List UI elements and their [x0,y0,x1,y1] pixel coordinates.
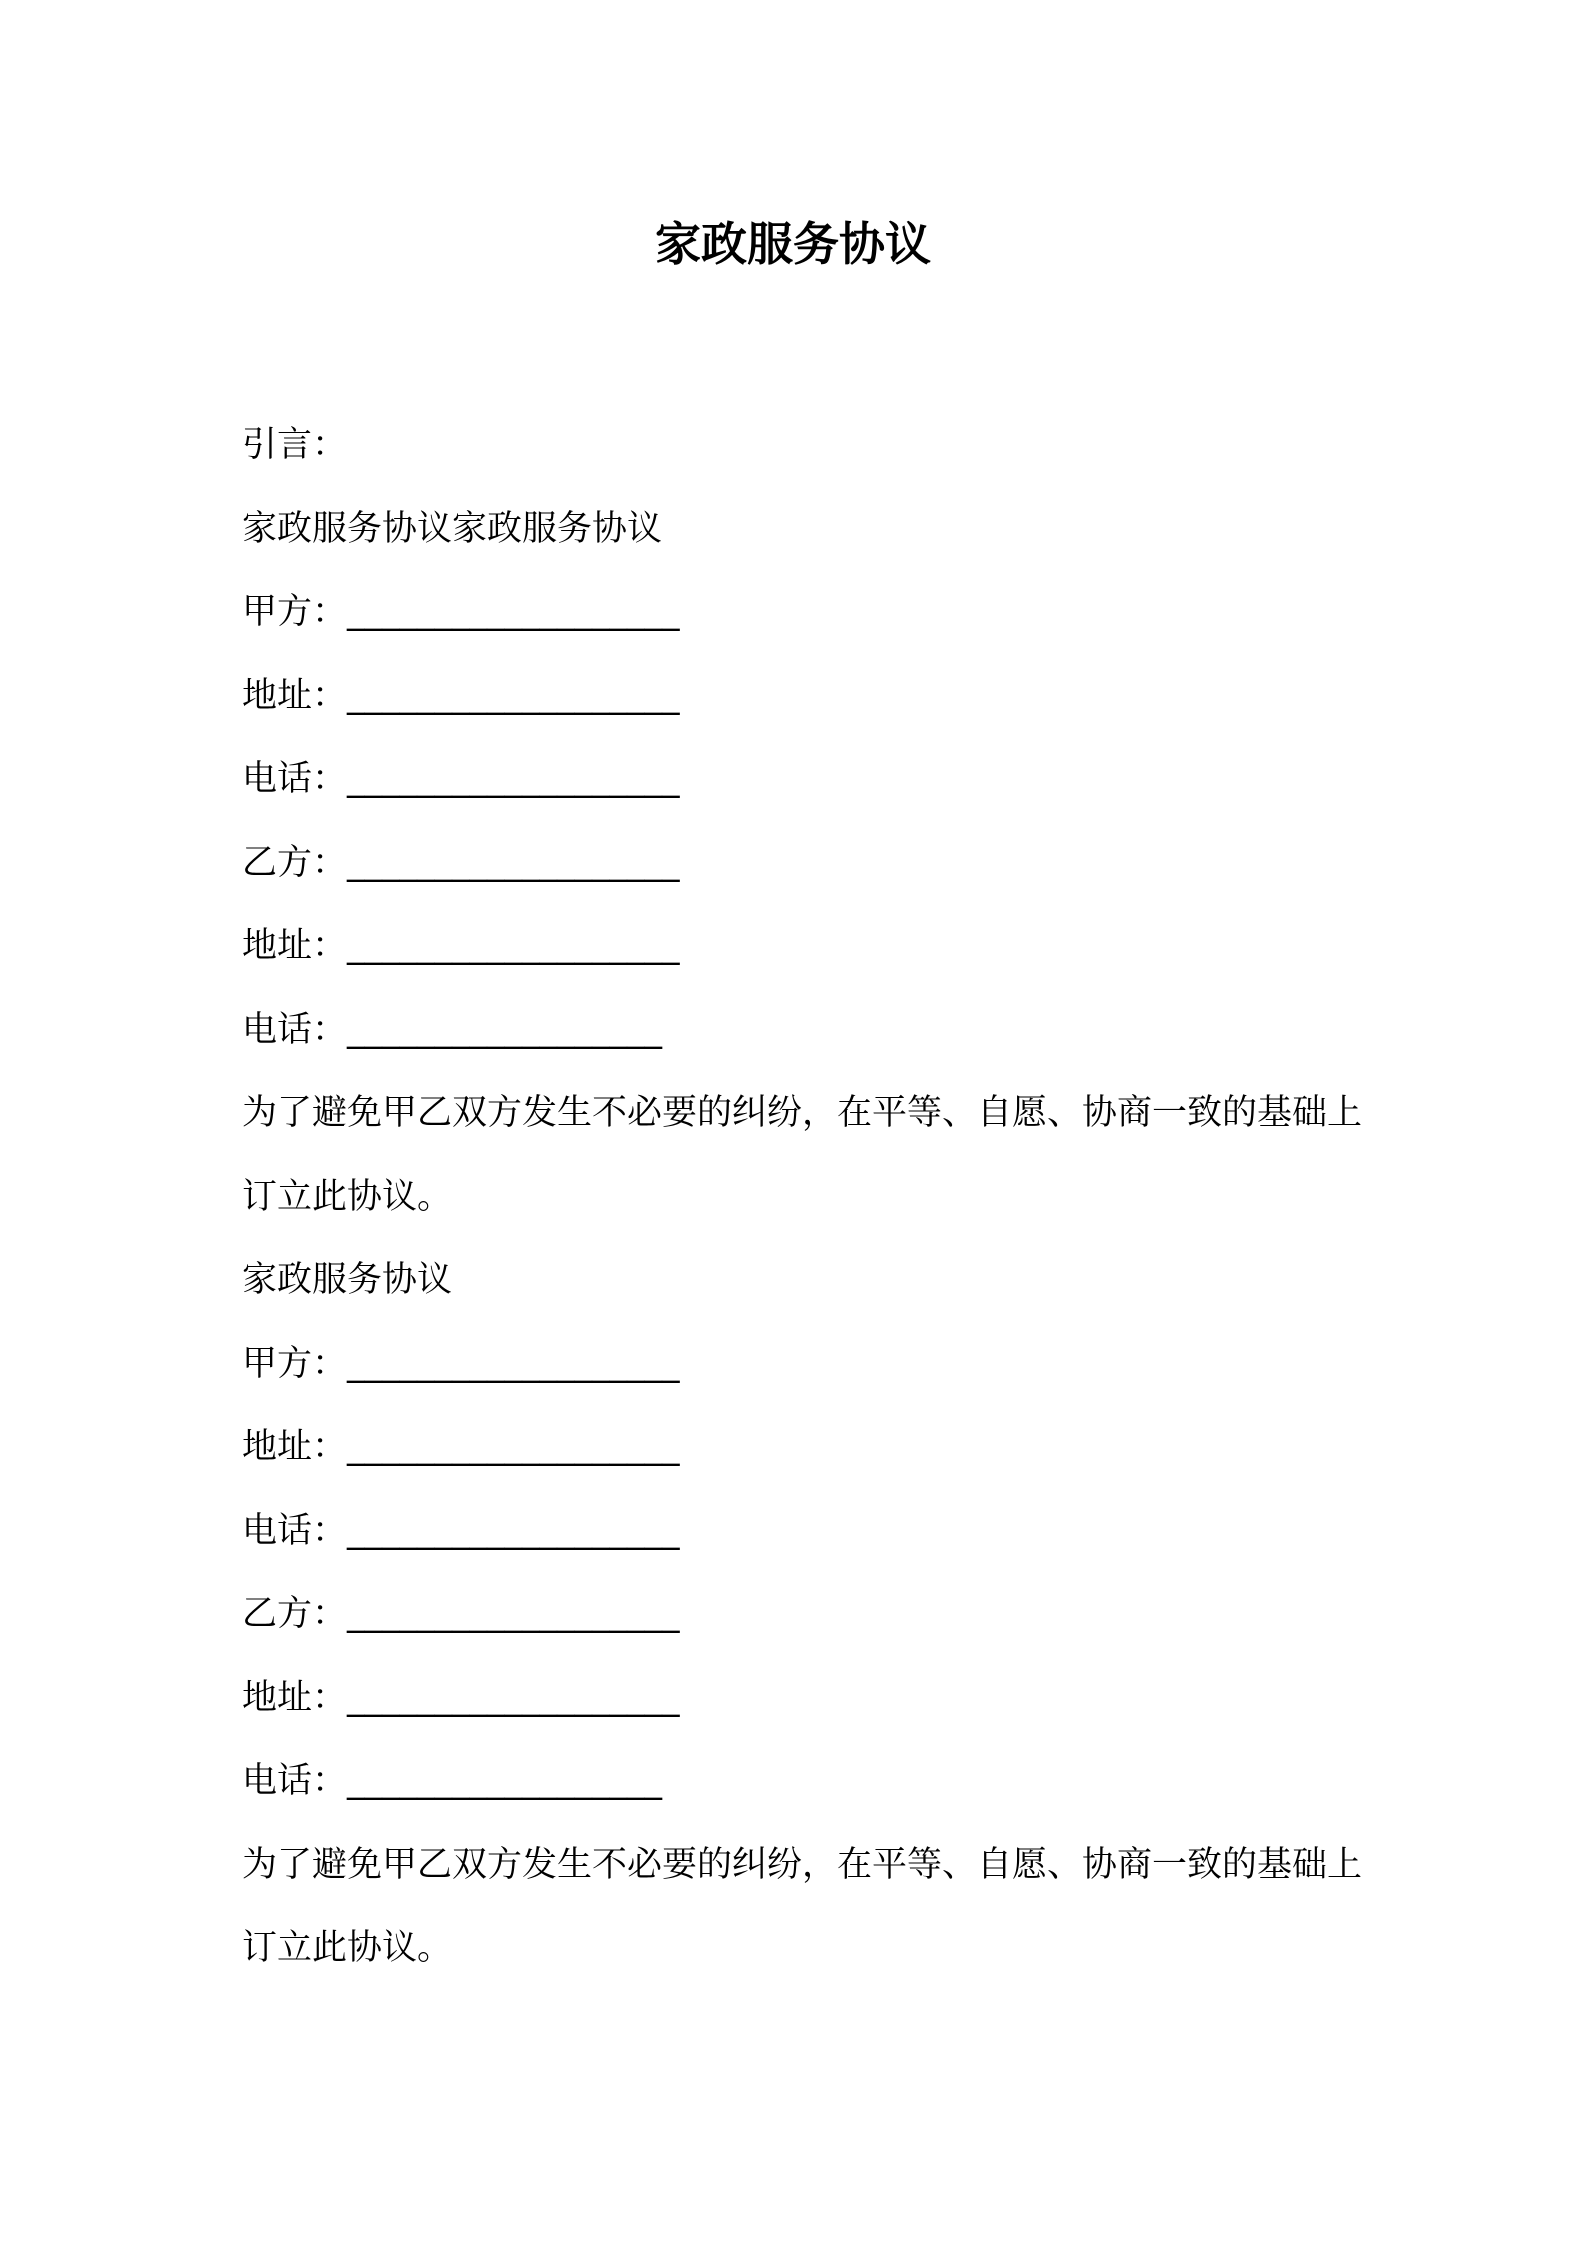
phone-field: 电话：___________________ [242,759,680,799]
address-field: 地址：___________________ [242,926,680,966]
address-field: 地址：___________________ [242,1677,680,1718]
agreement-paragraph: 为了避免甲乙双方发生不必要的纠纷，在平等、自愿、协商一致的基础上订立此协议。 [242,1093,1363,1217]
phone-field: 电话：__________________ [242,1009,663,1050]
party-b-field: 乙方：___________________ [242,842,680,883]
intro-label: 引言： [242,425,348,465]
party-a-field: 甲方：___________________ [242,592,680,632]
phone-field: 电话：___________________ [242,1510,680,1551]
party-a-field: 甲方：___________________ [242,1343,680,1384]
address-field: 地址：___________________ [242,675,680,716]
party-b-field: 乙方：___________________ [242,1594,680,1634]
document-title: 家政服务协议 [655,217,931,271]
section-heading: 家政服务协议 [242,1260,453,1300]
phone-field: 电话：__________________ [242,1761,663,1801]
section-heading: 家政服务协议家政服务协议 [242,508,663,549]
address-field: 地址：___________________ [242,1427,680,1467]
document-body [242,404,1362,1991]
agreement-paragraph: 为了避免甲乙双方发生不必要的纠纷，在平等、自愿、协商一致的基础上订立此协议。 [242,1844,1363,1968]
